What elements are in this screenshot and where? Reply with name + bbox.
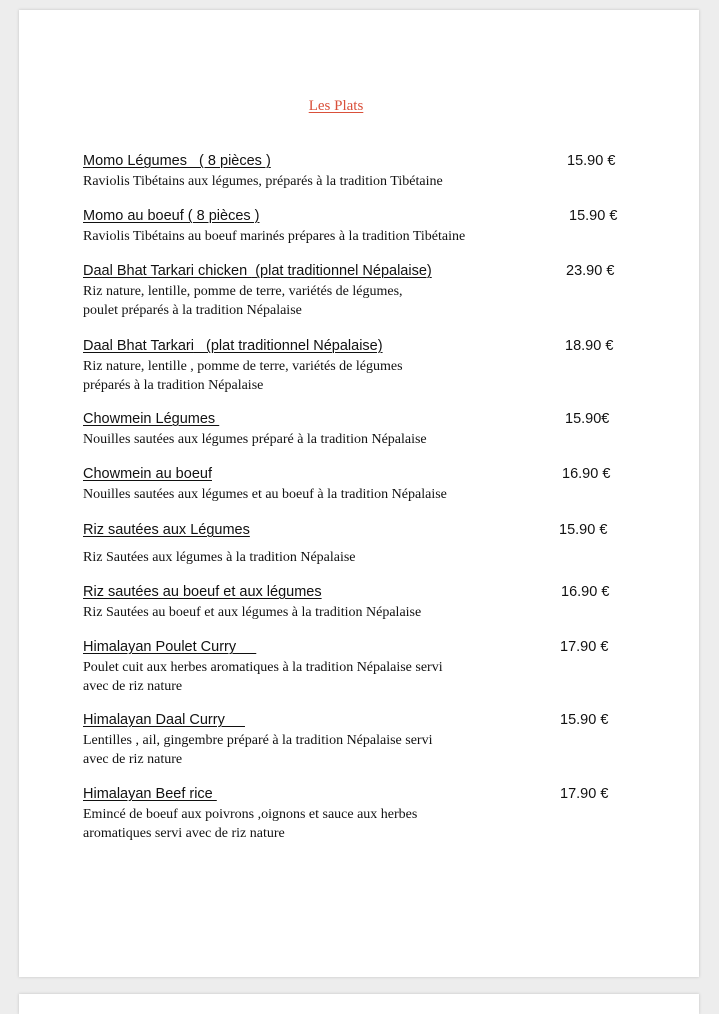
item-name: Daal Bhat Tarkari (plat traditionnel Népalaise) bbox=[83, 338, 383, 354]
item-description: Nouilles sautées aux légumes et au boeuf à la tradition Népalaise bbox=[83, 487, 447, 502]
item-description: Raviolis Tibétains au boeuf marinés prépares à la tradition Tibétaine bbox=[83, 229, 466, 244]
item-name: Momo Légumes ( 8 pièces ) bbox=[83, 153, 271, 169]
item-description: Raviolis Tibétains aux légumes, préparés à la tradition Tibétaine bbox=[83, 174, 443, 189]
item-description: Riz nature, lentille, pomme de terre, variétés de légumes, poulet préparés à la tradition Népalaise bbox=[83, 284, 403, 318]
item-price: 15.90 € bbox=[567, 153, 616, 169]
menu-item-riz-boeuf bbox=[83, 584, 643, 623]
menu-item-poulet-curry bbox=[83, 639, 643, 696]
item-name: Himalayan Poulet Curry bbox=[83, 639, 257, 655]
item-price: 15.90€ bbox=[565, 411, 610, 427]
item-name: Himalayan Daal Curry bbox=[83, 712, 245, 728]
item-price: 15.90 € bbox=[569, 208, 618, 224]
item-price: 17.90 € bbox=[560, 639, 609, 655]
item-name: Chowmein au boeuf bbox=[83, 466, 212, 482]
item-price: 15.90 € bbox=[560, 712, 609, 728]
item-name: Riz sautées aux Légumes bbox=[83, 522, 250, 538]
menu-item-daal-curry bbox=[83, 712, 643, 769]
item-name: Daal Bhat Tarkari chicken (plat traditionnel Népalaise) bbox=[83, 263, 432, 279]
menu-item-chowmein-boeuf bbox=[83, 466, 643, 505]
item-price: 15.90 € bbox=[559, 522, 608, 538]
item-name: Chowmein Légumes bbox=[83, 411, 220, 427]
item-name: Himalayan Beef rice bbox=[83, 786, 217, 802]
item-description: Riz Sautées aux légumes à la tradition Népalaise bbox=[83, 550, 356, 565]
menu-title: Les Plats bbox=[308, 98, 364, 114]
next-page-edge bbox=[19, 994, 699, 1014]
item-description: Riz nature, lentille , pomme de terre, variétés de légumes préparés à la tradition Népalaise bbox=[83, 359, 403, 393]
item-description: Poulet cuit aux herbes aromatiques à la tradition Népalaise servi avec de riz nature bbox=[83, 660, 443, 694]
item-description: Lentilles , ail, gingembre préparé à la tradition Népalaise servi avec de riz nature bbox=[83, 733, 433, 767]
item-name: Riz sautées au boeuf et aux légumes bbox=[83, 584, 322, 600]
item-description: Riz Sautées au boeuf et aux légumes à la tradition Népalaise bbox=[83, 605, 422, 620]
item-price: 18.90 € bbox=[565, 338, 614, 354]
item-price: 16.90 € bbox=[561, 584, 610, 600]
item-price: 17.90 € bbox=[560, 786, 609, 802]
menu-item-beef-rice bbox=[83, 786, 643, 843]
menu-item-riz-legumes bbox=[83, 522, 643, 568]
menu-item-momo-legumes bbox=[83, 153, 643, 192]
menu-item-daal-bhat bbox=[83, 338, 643, 395]
item-name: Momo au boeuf ( 8 pièces ) bbox=[83, 208, 260, 224]
menu-item-daal-bhat-chicken bbox=[83, 263, 643, 320]
item-description: Nouilles sautées aux légumes préparé à la tradition Népalaise bbox=[83, 432, 427, 447]
menu-item-chowmein-legumes bbox=[83, 411, 643, 450]
menu-item-momo-boeuf bbox=[83, 208, 643, 247]
item-price: 16.90 € bbox=[562, 466, 611, 482]
item-description: Emincé de boeuf aux poivrons ,oignons et sauce aux herbes aromatiques servi avec de riz nature bbox=[83, 807, 418, 841]
menu-page bbox=[19, 10, 699, 977]
item-price: 23.90 € bbox=[566, 263, 615, 279]
